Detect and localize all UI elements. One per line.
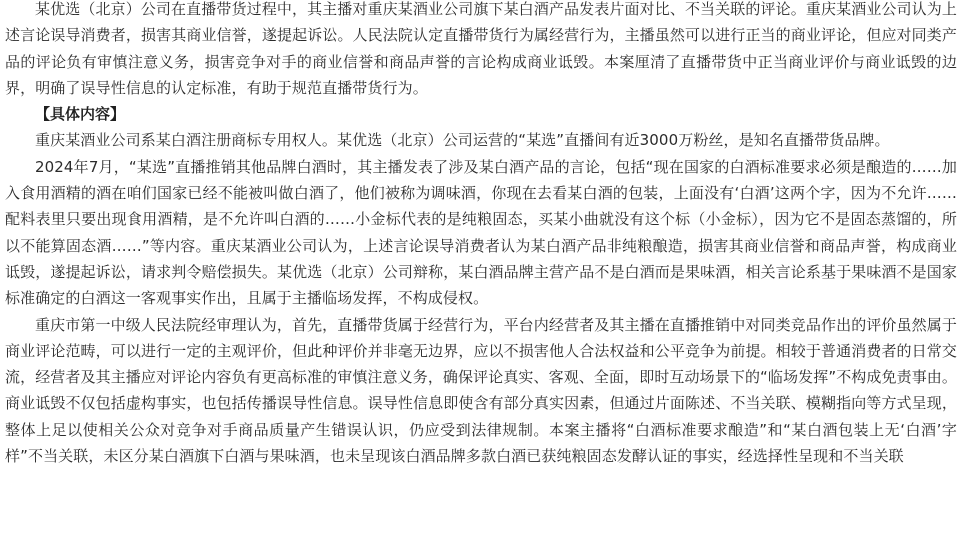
article-body <box>5 0 957 469</box>
body-paragraph-3: 重庆市第一中级人民法院经审理认为，首先，直播带货属于经营行为，平台内经营者及其主播在直播推销中对同类竞品作出的评价虽然属于商业评论范畴，可以进行一定的主观评价，但此种评价并非毫无边界，应以不损害他人合法权益和公平竞争为前提。相较于普通消费者的日常交流，经营者及其主播应对评论内容负有更高标准的审慎注意义务，确保评论真实、客观、全面，即时互动场景下的“临场发挥”不构成免责事由。商业诋毁不仅包括虚构事实，也包括传播误导性信息。误导性信息即使含有部分真实因素，但通过片面陈述、不当关联、模糊指向等方式呈现，整体上足以使相关公众对竞争对手商品质量产生错误认识，仍应受到法律规制。本案主播将“白酒标准要求酿造”和“某白酒包装上无‘白酒’字样”不当关联，未区分某白酒旗下白酒与果味酒，也未呈现该白酒品牌多款白酒已获纯粮固态发酵认证的事实，经选择性呈现和不当关联 <box>5 315 957 466</box>
body-paragraph-2: 2024年7月，“某选”直播推销其他品牌白酒时，其主播发表了涉及某白酒产品的言论，包括“现在国家的白酒标准要求必须是酿造的……加入食用酒精的酒在咱们国家已经不能被叫做白酒了，他们被称为调味酒，你现在去看某白酒的包装，上面没有‘白酒’这两个字，因为不允许……配料表里只要出现食用酒精，是不允许叫白酒的……小金标代表的是纯粮固态，买某小曲就没有这个标（小金标），因为它不是固态蒸馏的，所以不能算固态酒……”等内容。重庆某酒业公司认为，上述言论误导消费者认为某白酒产品非纯粮酿造，损害其商业信誉和商品声誉，构成商业诋毁，遂提起诉讼，请求判令赔偿损失。某优选（北京）公司辩称，某白酒品牌主营产品不是白酒而是果味酒，相关言论系基于果味酒不是国家标准确定的白酒这一客观事实作出，且属于主播临场发挥，不构成侵权。 <box>5 157 957 308</box>
section-heading: 【具体内容】 <box>35 105 126 124</box>
intro-paragraph: 某优选（北京）公司在直播带货过程中，其主播对重庆某酒业公司旗下某白酒产品发表片面对比、不当关联的评论。重庆某酒业公司认为上述言论误导消费者，损害其商业信誉，遂提起诉讼。人民法院认定直播带货行为属经营行为，主播虽然可以进行正当的商业评论，但应对同类产品的评论负有审慎注意义务，损害竞争对手的商业信誉和商品声誉的言论构成商业诋毁。本案厘清了直播带货中正当商业评价与商业诋毁的边界，明确了误导性信息的认定标准，有助于规范直播带货行为。 <box>5 0 957 97</box>
body-paragraph-1: 重庆某酒业公司系某白酒注册商标专用权人。某优选（北京）公司运营的“某选”直播间有近3000万粉丝，是知名直播带货品牌。 <box>35 131 890 150</box>
